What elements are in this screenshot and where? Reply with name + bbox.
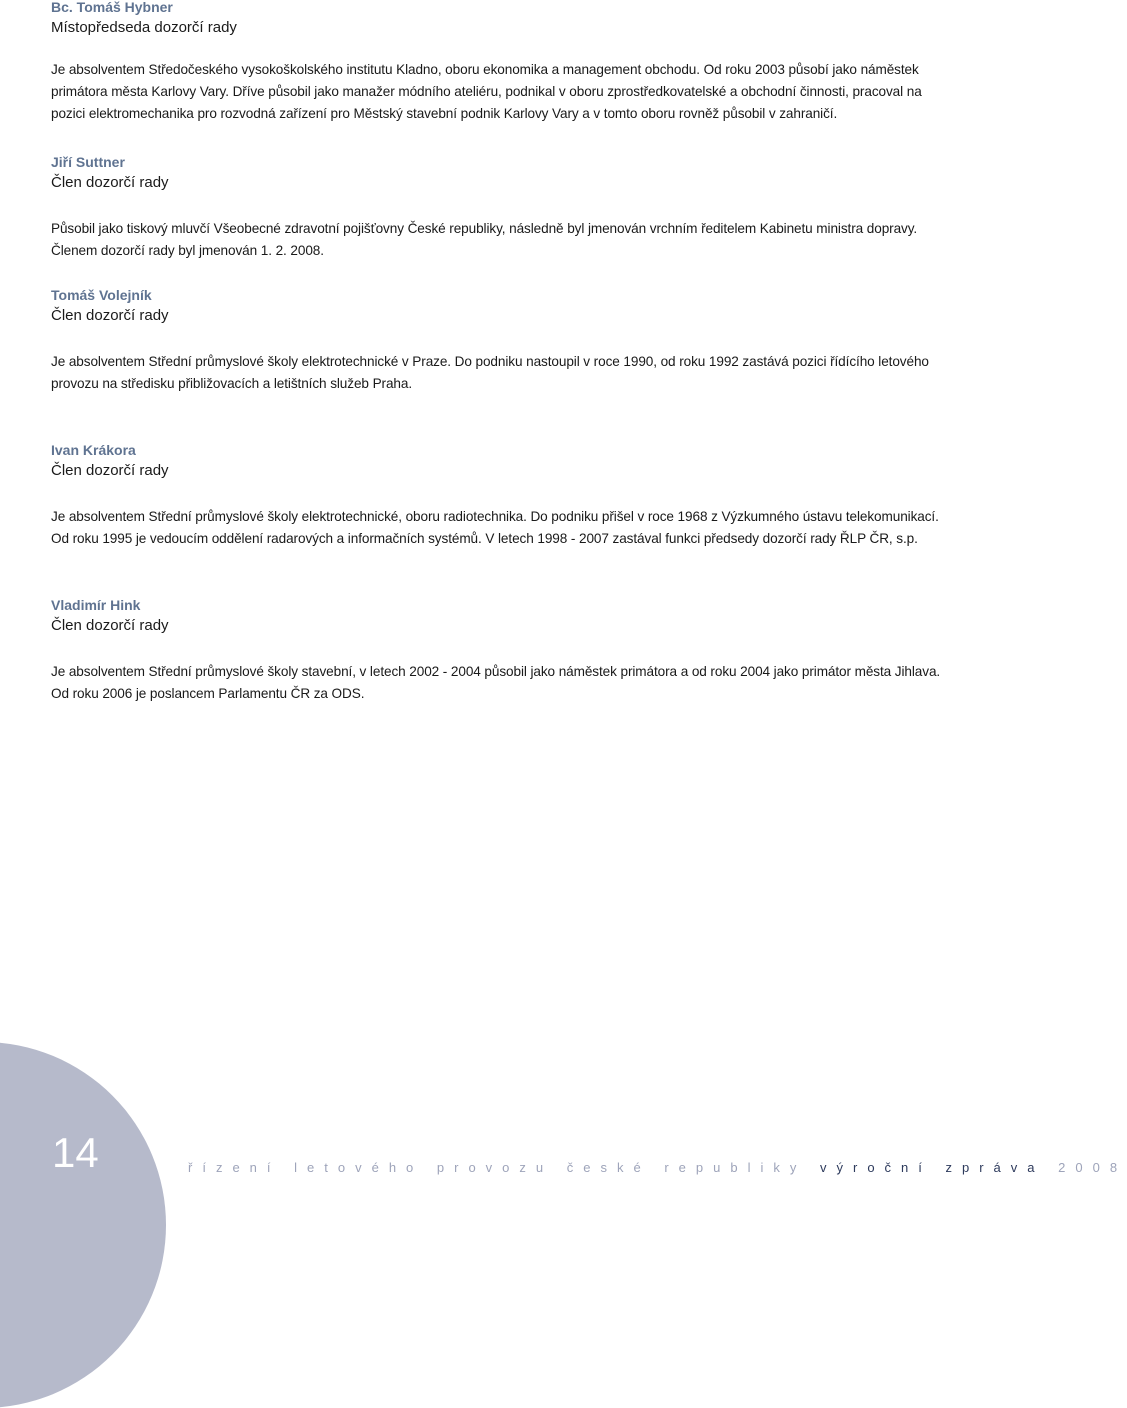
footer-year: 2008 bbox=[1058, 1160, 1127, 1175]
person-bio: Je absolventem Střední průmyslové školy stavební, v letech 2002 - 2004 působil jako náměstek primátora a od roku 2004 jako primátor města Jihlava. Od roku 2006 je poslancem Parlamentu ČR za ODS. bbox=[51, 664, 941, 701]
person-role: Místopředseda dozorčí rady bbox=[51, 19, 237, 36]
page-number-circle bbox=[0, 1042, 166, 1408]
person-volejnik bbox=[51, 285, 951, 391]
person-name: Jiří Suttner bbox=[51, 154, 125, 170]
footer-report-title: výroční zpráva bbox=[819, 1160, 1045, 1175]
footer-organization: řízení letového provozu české republiky bbox=[188, 1160, 807, 1175]
running-footer bbox=[188, 1158, 1127, 1178]
person-name: Ivan Krákora bbox=[51, 442, 136, 458]
person-bio: Působil jako tiskový mluvčí Všeobecné zdravotní pojišťovny České republiky, následně byl jmenován vrchním ředitelem Kabinetu ministra dopravy. Členem dozorčí rady byl jmenován 1. 2. 2008. bbox=[51, 221, 918, 258]
person-name: Vladimír Hink bbox=[51, 597, 141, 613]
person-bio: Je absolventem Střední průmyslové školy elektrotechnické, oboru radiotechnika. Do podniku přišel v roce 1968 z Výzkumného ústavu telekomunikací. Od roku 1995 je vedoucím oddělení radarových a informačních systémů. V letech 1998 - 2007 zastával funkci předsedy dozorčí rady ŘLP ČR, s.p. bbox=[51, 509, 939, 546]
person-krakora bbox=[51, 440, 951, 546]
person-hybner bbox=[51, 0, 951, 121]
person-role: Člen dozorčí rady bbox=[51, 174, 169, 191]
person-name: Tomáš Volejník bbox=[51, 287, 152, 303]
person-role: Člen dozorčí rady bbox=[51, 307, 169, 324]
person-hink bbox=[51, 595, 951, 701]
person-bio: Je absolventem Střední průmyslové školy elektrotechnické v Praze. Do podniku nastoupil v roce 1990, od roku 1992 zastává pozici řídícího letového provozu na středisku přibližovacích a letištních služeb Praha. bbox=[51, 354, 929, 391]
person-role: Člen dozorčí rady bbox=[51, 617, 169, 634]
person-role: Člen dozorčí rady bbox=[51, 462, 169, 479]
person-name: Bc. Tomáš Hybner bbox=[51, 0, 173, 15]
person-suttner bbox=[51, 152, 951, 258]
person-bio: Je absolventem Středočeského vysokoškolského institutu Kladno, oboru ekonomika a management obchodu. Od roku 2003 působí jako náměstek primátora města Karlovy Vary. Dříve působil jako manažer módního ateliéru, podnikal v oboru zprostředkovatelské a obchodní činnosti, pracoval na pozici elektromechanika pro rozvodná zařízení pro Městský stavební podnik Karlovy Vary a v tomto oboru rovněž působil v zahraničí. bbox=[51, 62, 922, 121]
page-number: 14 bbox=[52, 1129, 99, 1176]
